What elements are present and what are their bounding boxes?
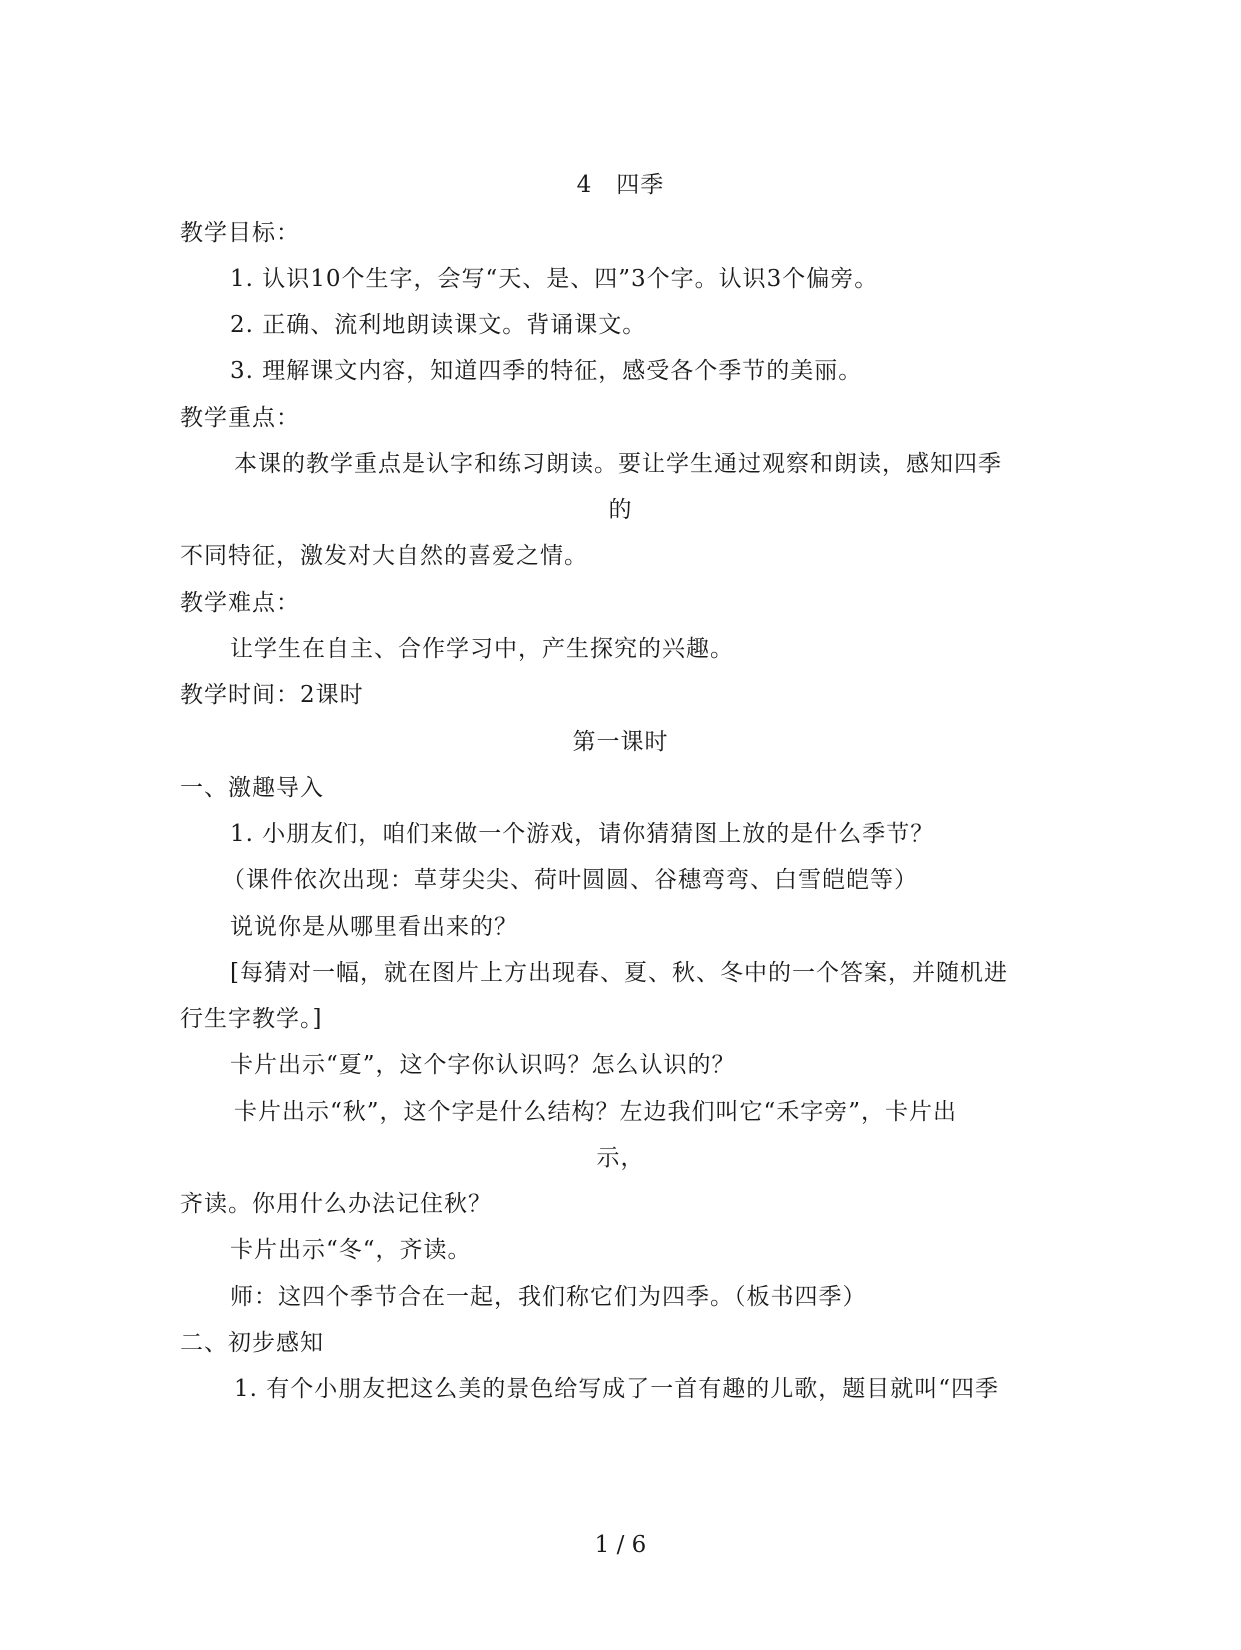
goal-item-1: 1. 认识10个生字，会写“天、是、四”3个字。认识3个偏旁。 bbox=[230, 266, 879, 292]
teaching-time: 教学时间：2课时 bbox=[180, 682, 364, 708]
card-xia: 卡片出示“夏”，这个字你认识吗？怎么认识的？ bbox=[230, 1052, 736, 1078]
key-points-text-line-3: 不同特征，激发对大自然的喜爱之情。 bbox=[180, 543, 588, 569]
document-title: 4 四季 bbox=[576, 172, 665, 198]
teacher-line: 师：这四个季节合在一起，我们称它们为四季。（板书四季） bbox=[230, 1284, 867, 1310]
card-qiu-line-3: 齐读。你用什么办法记住秋？ bbox=[180, 1191, 492, 1217]
section-1-question: 说说你是从哪里看出来的？ bbox=[230, 914, 518, 940]
section-1-item-1: 1. 小朋友们，咱们来做一个游戏，请你猜猜图上放的是什么季节？ bbox=[230, 821, 935, 847]
card-qiu-line-1: 卡片出示“秋”，这个字是什么结构？左边我们叫它“禾字旁”，卡片出 bbox=[234, 1099, 958, 1125]
section-1-courseware-note: （课件依次出现：草芽尖尖、荷叶圆圆、谷穗弯弯、白雪皑皑等） bbox=[222, 867, 918, 893]
card-qiu-line-2: 示， bbox=[596, 1145, 645, 1171]
section-2-item-1: 1. 有个小朋友把这么美的景色给写成了一首有趣的儿歌，题目就叫“四季 bbox=[234, 1376, 1000, 1402]
page-number: 1 / 6 bbox=[594, 1532, 647, 1558]
heading-teaching-goals: 教学目标： bbox=[180, 220, 300, 246]
key-points-text-line-2: 的 bbox=[608, 497, 633, 523]
card-dong: 卡片出示“冬“，齐读。 bbox=[230, 1237, 472, 1263]
goal-item-3: 3. 理解课文内容，知道四季的特征，感受各个季节的美丽。 bbox=[230, 358, 863, 384]
difficulties-text: 让学生在自主、合作学习中，产生探究的兴趣。 bbox=[230, 636, 734, 662]
lesson-heading-first: 第一课时 bbox=[572, 729, 669, 755]
key-points-text-line-1: 本课的教学重点是认字和练习朗读。要让学生通过观察和朗读，感知四季 bbox=[234, 451, 1002, 477]
section-1-bracket-note-line-2: 行生字教学。] bbox=[180, 1006, 323, 1032]
section-heading-2: 二、初步感知 bbox=[180, 1330, 324, 1356]
section-heading-1: 一、激趣导入 bbox=[180, 775, 324, 801]
goal-item-2: 2. 正确、流利地朗读课文。背诵课文。 bbox=[230, 312, 647, 338]
heading-difficulties: 教学难点： bbox=[180, 590, 300, 616]
section-1-bracket-note-line-1: [每猜对一幅，就在图片上方出现春、夏、秋、冬中的一个答案，并随机进 bbox=[230, 960, 1008, 986]
heading-key-points: 教学重点： bbox=[180, 405, 300, 431]
